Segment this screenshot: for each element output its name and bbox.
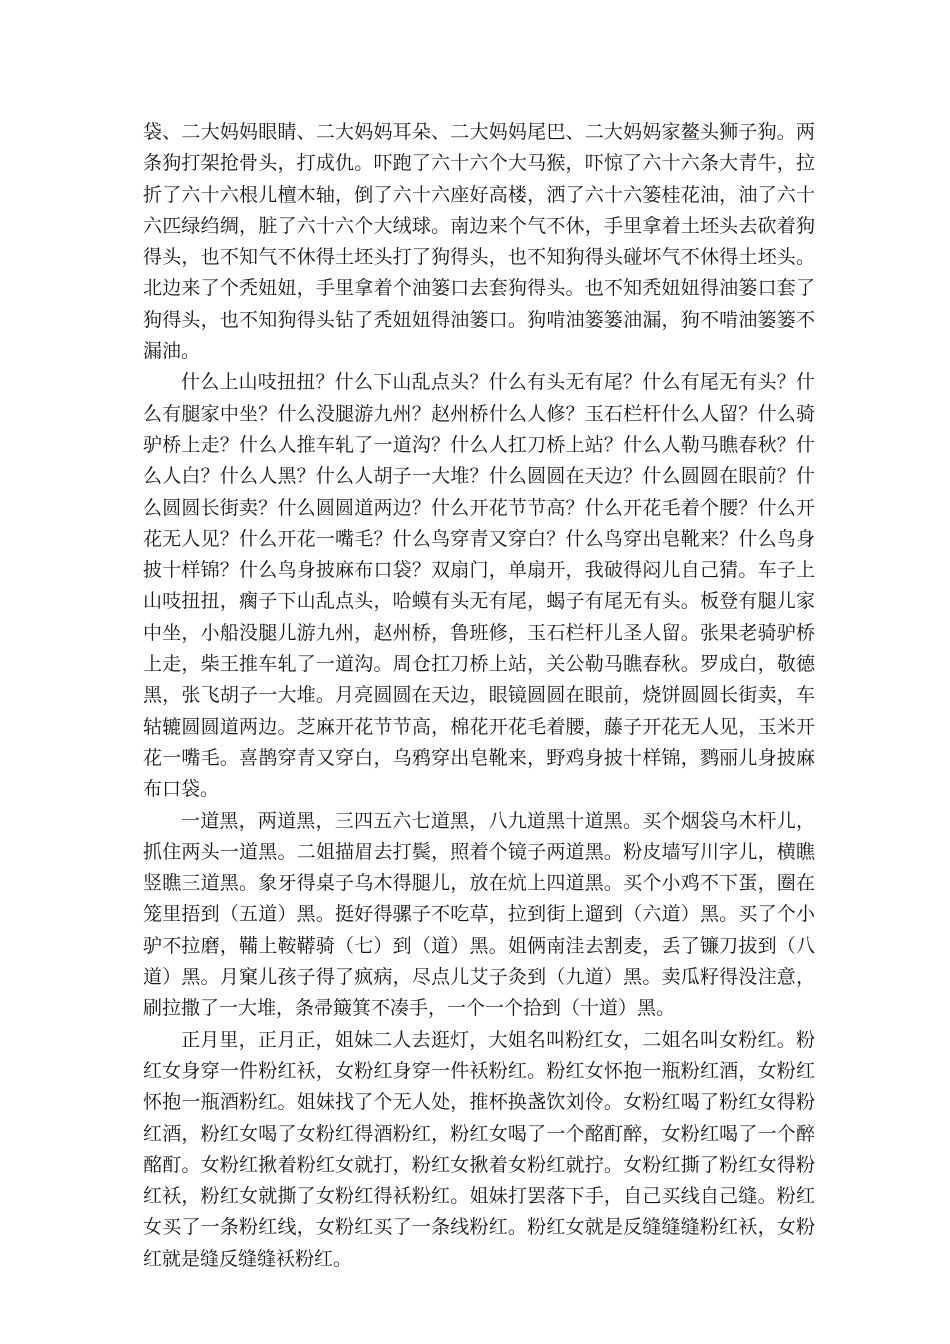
paragraph-black-lines-rhyme: 一道黑，两道黑，三四五六七道黑，八九道黑十道黑。买个烟袋乌木杆儿，抓住两头一道黑。二姐描眉去打鬓，照着个镜子两道黑。粉皮墙写川字儿，横瞧竖瞧三道黑。象牙得桌子乌木得腿儿，放在炕上四道黑。买个小鸡不下蛋，圈在笼里捂到（五道）黑。挺好得骡子不吃草，拉到街上遛到（六道）黑。买了个小驴不拉磨，鞴上鞍鞯骑（七）到（道）黑。姐俩南洼去割麦，丢了镰刀拔到（八道）黑。月窠儿孩子得了疯病，尽点儿艾子灸到（九道）黑。卖瓜籽得没注意，刷拉撒了一大堆，条帚簸箕不凑手，一个一个拾到（十道）黑。 xyxy=(143,809,815,1020)
paragraph-pink-sisters-rhyme: 正月里，正月正，姐妹二人去逛灯，大姐名叫粉红女，二姐名叫女粉红。粉红女身穿一件粉红袄，女粉红身穿一件袄粉红。粉红女怀抱一瓶粉红酒，女粉红怀抱一瓶酒粉红。姐妹找了个无人处，推杯换盏饮刘伶。女粉红喝了粉红女得粉红酒，粉红女喝了女粉红得酒粉红，粉红女喝了一个酩酊醉，女粉红喝了一个醉酩酊。女粉红揪着粉红女就打，粉红女揪着女粉红就拧。女粉红撕了粉红女得粉红袄，粉红女就撕了女粉红得袄粉红。姐妹打罢落下手，自己买线自己缝。粉红女买了一条粉红线，女粉红买了一条线粉红。粉红女就是反缝缝缝粉红袄，女粉红就是缝反缝缝袄粉红。 xyxy=(143,1028,815,1270)
document-page xyxy=(143,117,815,1275)
paragraph-dog-rhyme: 袋、二大妈妈眼睛、二大妈妈耳朵、二大妈妈尾巴、二大妈妈家鳌头狮子狗。两条狗打架抢骨头，打成仇。吓跑了六十六个大马猴，吓惊了六十六条大青牛，拉折了六十六根儿檀木轴，倒了六十六座好高楼，洒了六十六篓桂花油，油了六十六匹绿绉绸，脏了六十六个大绒球。南边来个气不休，手里拿着土坯头去砍着狗得头，也不知气不休得土坯头打了狗得头，也不知狗得头碰坏气不休得土坯头。北边来了个秃妞妞，手里拿着个油篓口去套狗得头。也不知秃妞妞得油篓口套了狗得头，也不知狗得头钻了秃妞妞得油篓口。狗啃油篓篓油漏，狗不啃油篓篓不漏油。 xyxy=(143,121,815,363)
paragraph-riddle-rhyme: 什么上山吱扭扭？什么下山乱点头？什么有头无有尾？什么有尾无有头？什么有腿家中坐？什么没腿游九州？赵州桥什么人修？玉石栏杆什么人留？什么骑驴桥上走？什么人推车轧了一道沟？什么人扛刀桥上站？什么人勒马瞧春秋？什么人白？什么人黑？什么人胡子一大堆？什么圆圆在天边？什么圆圆在眼前？什么圆圆长街卖？什么圆圆道两边？什么开花节节高？什么开花毛着个腰？什么开花无人见？什么开花一嘴毛？什么鸟穿青又穿白？什么鸟穿出皂靴来？什么鸟身披十样锦？什么鸟身披麻布口袋？双扇门，单扇开，我破得闷儿自己猜。车子上山吱扭扭，瘸子下山乱点头，哈蟆有头无有尾，蝎子有尾无有头。板登有腿儿家中坐，小船没腿儿游九州，赵州桥，鲁班修，玉石栏杆儿圣人留。张果老骑驴桥上走，柴王推车轧了一道沟。周仓扛刀桥上站，关公勒马瞧春秋。罗成白，敬德黑，张飞胡子一大堆。月亮圆圆在天边，眼镜圆圆在眼前，烧饼圆圆长街卖，车轱辘圆圆道两边。芝麻开花节节高，棉花开花毛着腰，藤子开花无人见，玉米开花一嘴毛。喜鹊穿青又穿白，乌鸦穿出皂靴来，野鸡身披十样锦，鹨丽儿身披麻布口袋。 xyxy=(143,371,815,801)
